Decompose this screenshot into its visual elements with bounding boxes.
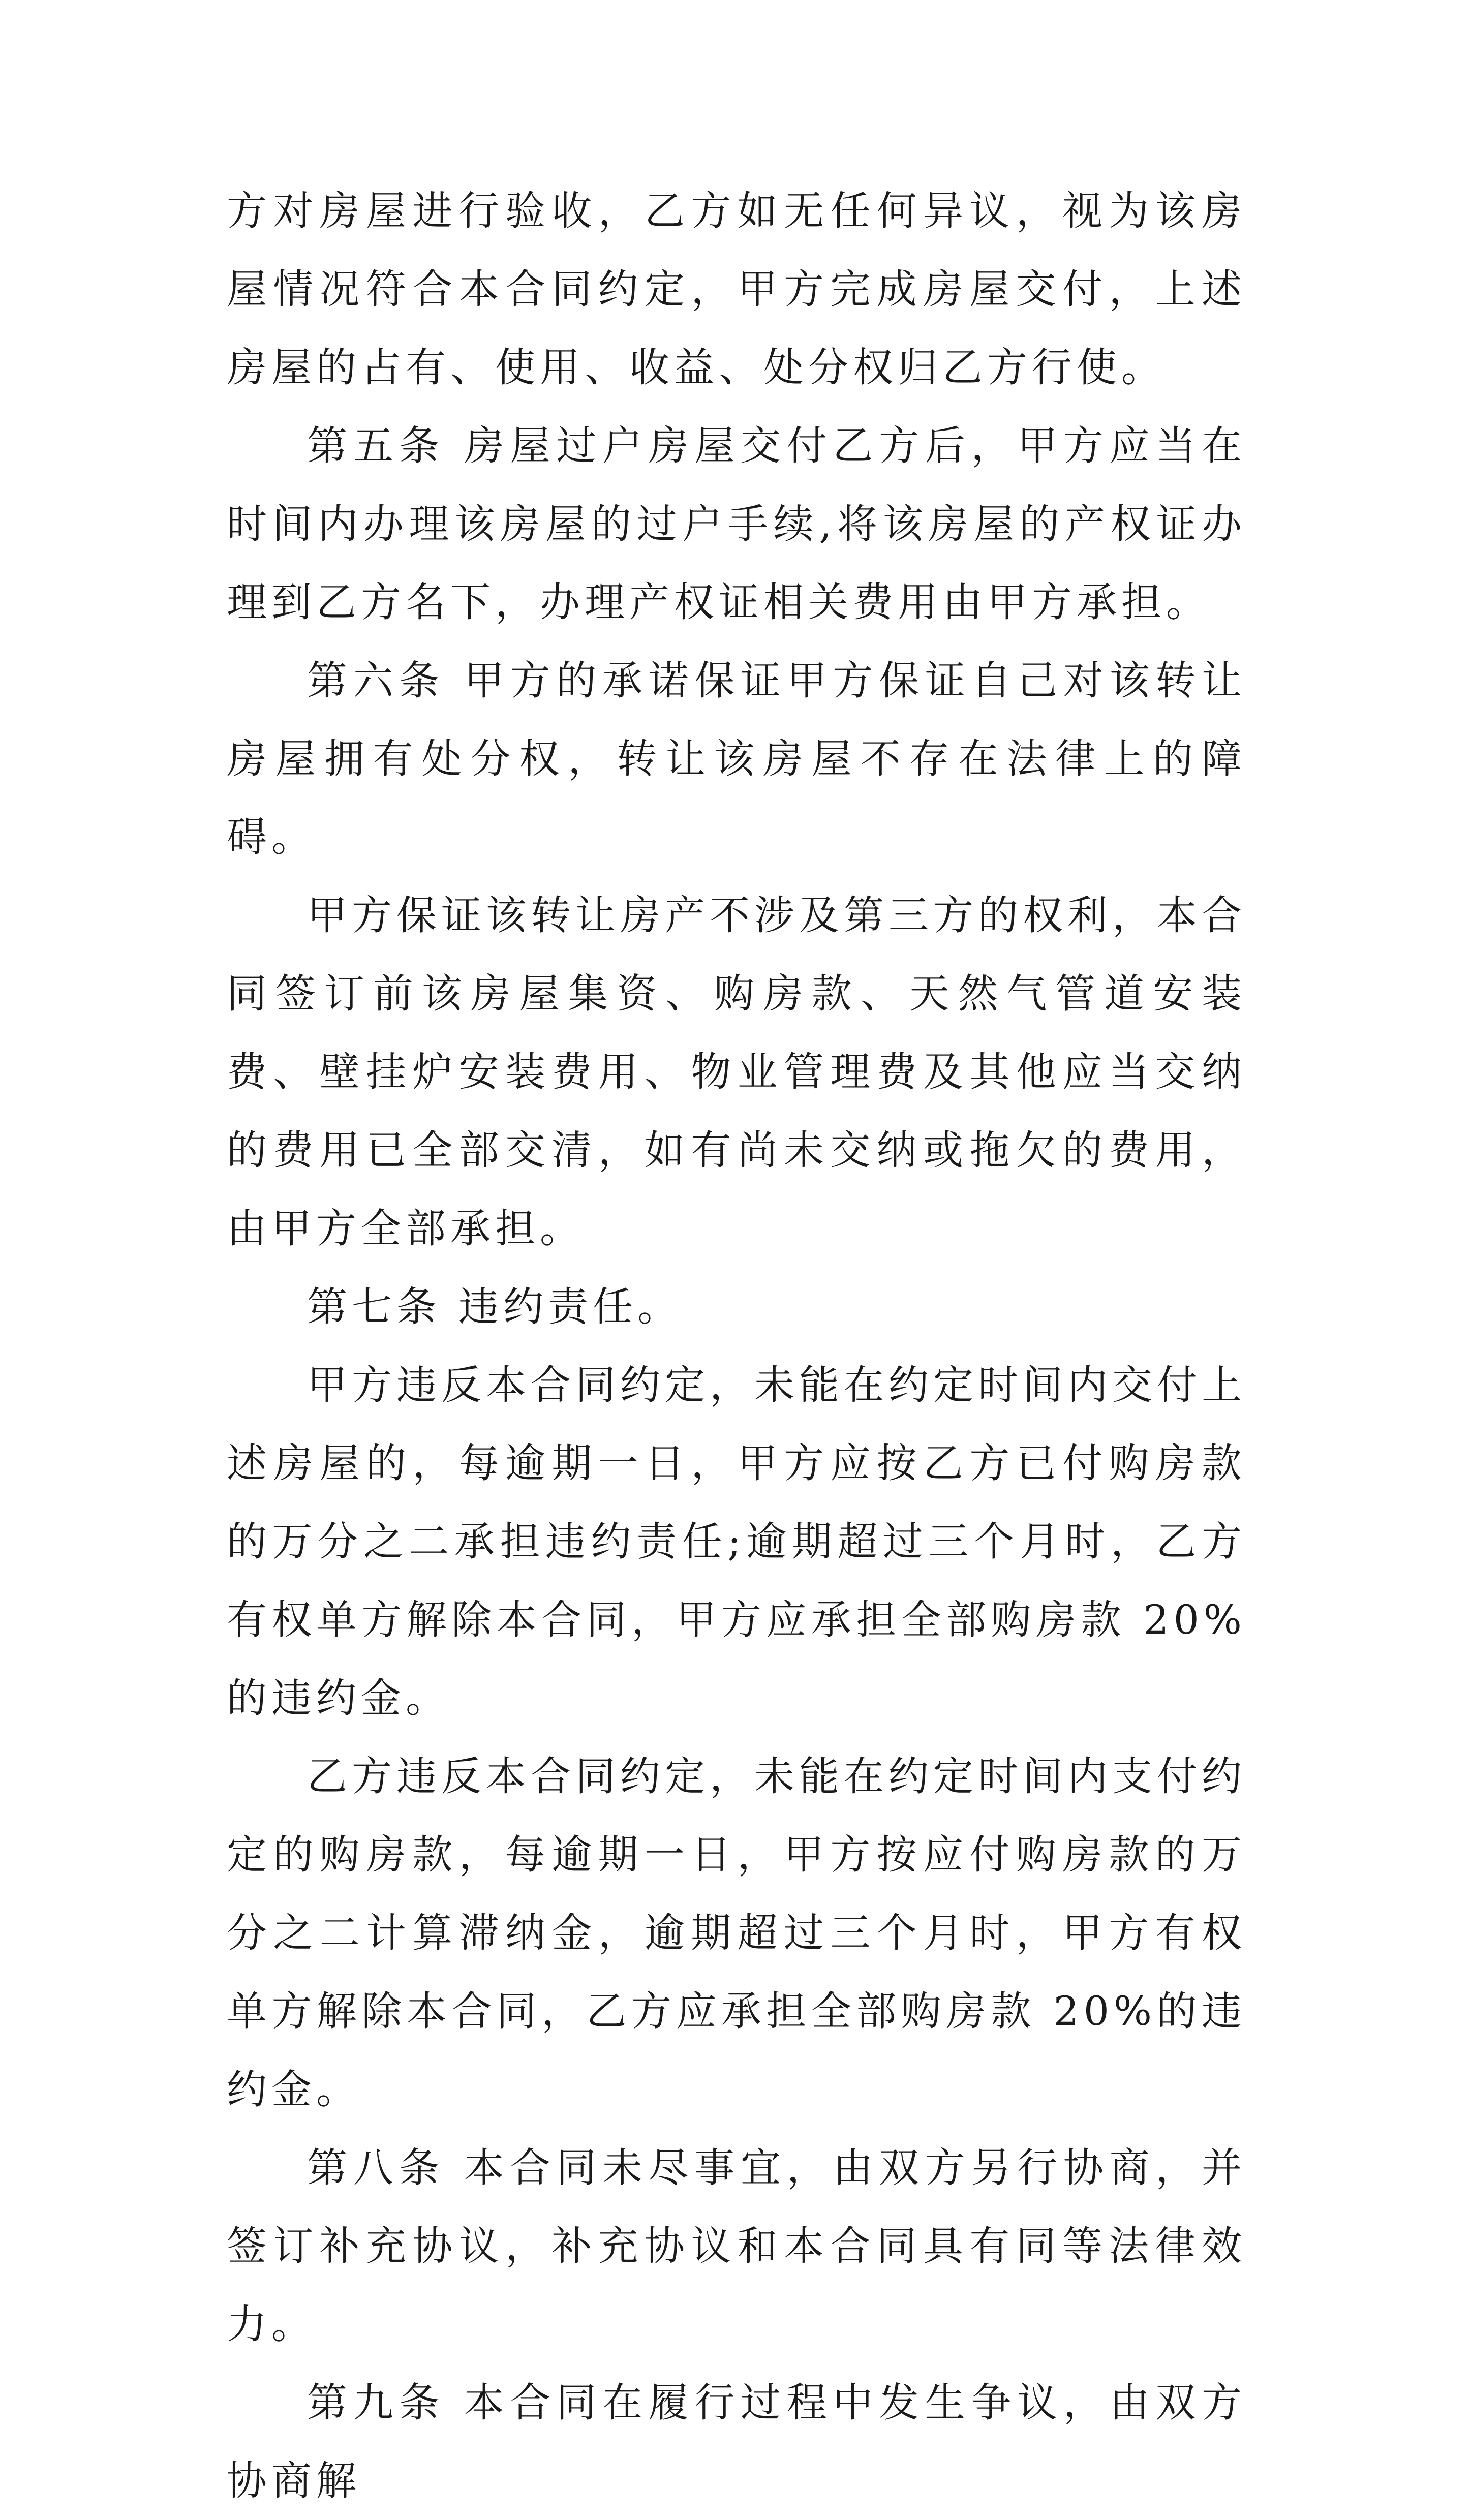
paragraph-buyer-breach: 乙方违反本合同约定，未能在约定时间内支付约定的购房款，每逾期一日，甲方按应付购房款的万分之二计算滞纳金，逾期超过三个月时，甲方有权单方解除本合同，乙方应承担全部购房款 20%的违约金。: [227, 1753, 1246, 2113]
paragraph-1: 方对房屋进行验收，乙方如无任何异议，视为该房屋情况符合本合同约定，甲方完成房屋交付，上述房屋的占有、使用、收益、处分权归乙方行使。: [227, 188, 1246, 391]
contract-body: [227, 172, 1246, 2520]
paragraph-seller-breach: 甲方违反本合同约定，未能在约定时间内交付上述房屋的，每逾期一日，甲方应按乙方已付购房款的万分之二承担违约责任;逾期超过三个月时，乙方有权单方解除本合同，甲方应承担全部购房款 20%的违约金。: [227, 1362, 1246, 1722]
paragraph-article-8: 第八条 本合同未尽事宜，由双方另行协商，并签订补充协议，补充协议和本合同具有同等法律效力。: [227, 2144, 1246, 2348]
paragraph-article-9: 第九条 本合同在履行过程中发生争议，由双方协商解: [227, 2379, 1246, 2504]
paragraph-article-7: 第七条 违约责任。: [307, 1283, 683, 1330]
paragraph-article-5: 第五条 房屋过户房屋交付乙方后，甲方应当在 时间内办理该房屋的过户手续,将该房屋的产权证办理到乙方名下，办理产权证相关费用由甲方承担。: [227, 422, 1246, 626]
paragraph-seller-guarantee: 甲方保证该转让房产不涉及第三方的权利，本合同签订前该房屋集资、购房款、天然气管道安装费、壁挂炉安装费用、物业管理费及其他应当交纳的费用已全部交清，如有尚未交纳或拖欠的费用，由甲方全部承担。: [227, 892, 1246, 1252]
paragraph-article-6: 第六条 甲方的承诺保证甲方保证自己对该转让房屋拥有处分权，转让该房屋不存在法律上的障碍。: [227, 657, 1246, 861]
